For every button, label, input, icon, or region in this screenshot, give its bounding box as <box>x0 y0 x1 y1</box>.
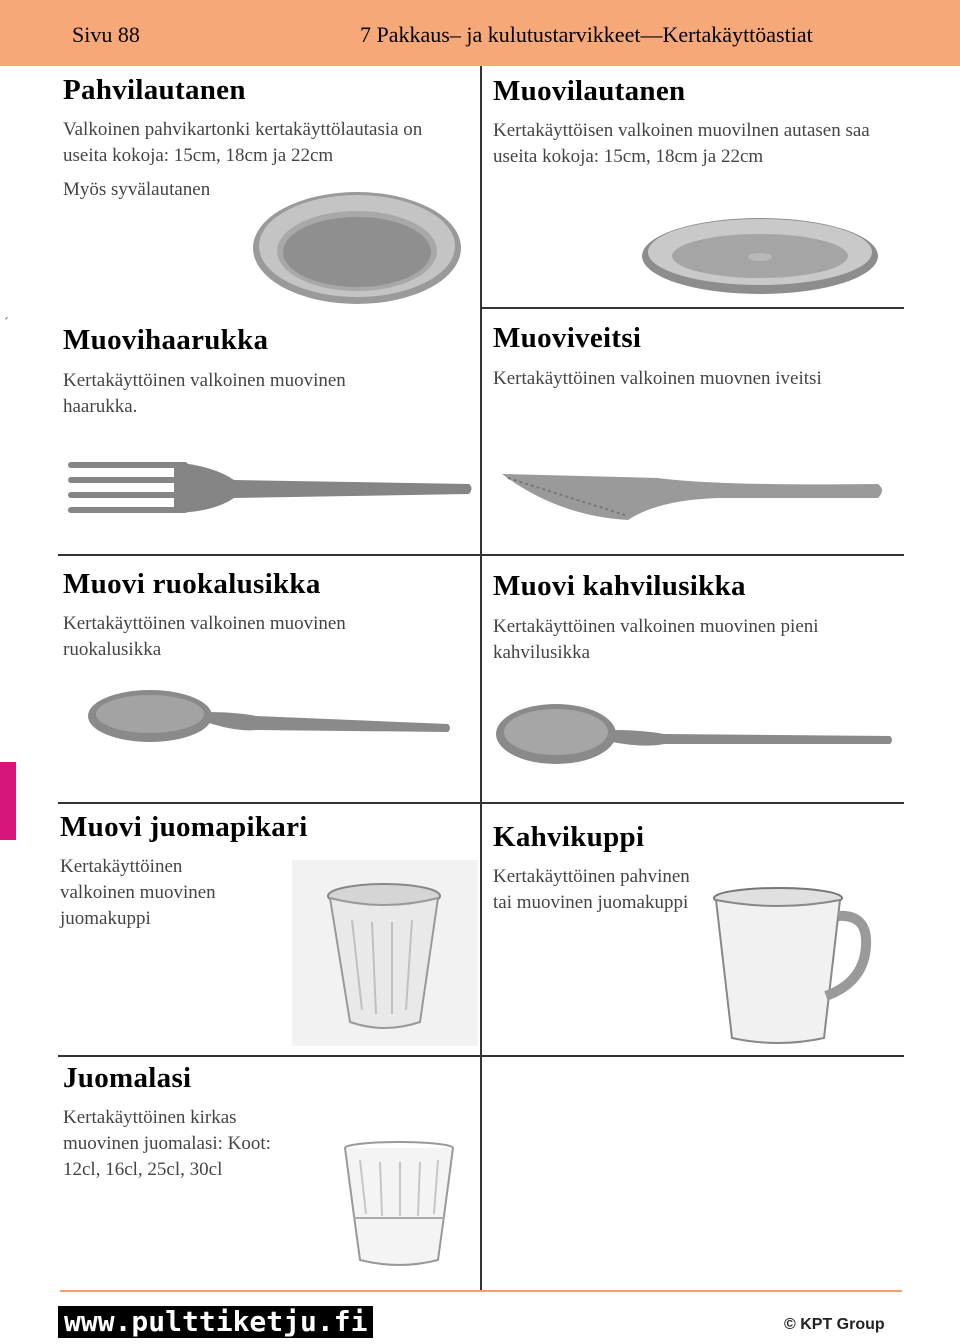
product-note-pahvilautanen: Myös syvälautanen <box>63 179 211 200</box>
teaspoon-image <box>494 700 894 766</box>
row-divider <box>58 554 904 556</box>
product-title-kahvikuppi: Kahvikuppi <box>493 821 645 853</box>
page-header <box>0 0 960 66</box>
product-desc-kahvilusikka: Kertakäyttöinen valkoinen muovinen pieni kahvilusikka <box>493 616 819 663</box>
product-desc-pahvilautanen: Valkoinen pahvikartonki kertakäyttölautasia on useita kokoja: 15cm, 18cm ja 22cm <box>63 119 423 166</box>
row-divider <box>480 307 904 309</box>
paper-plate-image <box>250 188 464 306</box>
chapter-title: 7 Pakkaus– ja kulutustarvikkeet—Kertakäyttöastiat <box>360 22 813 47</box>
product-desc-juomapikari: Kertakäyttöinen valkoinen muovinen juomakuppi <box>60 856 216 929</box>
product-desc-muoviveitsi: Kertakäyttöinen valkoinen muovnen iveitsi <box>493 368 822 389</box>
product-title-muovihaarukka: Muovihaarukka <box>63 324 269 356</box>
page-number: Sivu 88 <box>72 22 140 47</box>
footer-rule <box>60 1290 902 1292</box>
product-desc-juomalasi: Kertakäyttöinen kirkas muovinen juomalasi: Koot: 12cl, 16cl, 25cl, 30cl <box>63 1107 271 1180</box>
coffee-cup-image <box>712 886 872 1048</box>
product-desc-kahvikuppi: Kertakäyttöinen pahvinen tai muovinen juomakuppi <box>493 866 690 913</box>
plastic-cup-image <box>292 860 478 1046</box>
fork-image <box>64 458 476 518</box>
column-divider <box>480 66 482 1290</box>
row-divider <box>58 1055 904 1057</box>
drinking-glass-image <box>340 1140 458 1270</box>
product-title-juomalasi: Juomalasi <box>63 1062 192 1094</box>
product-desc-ruokalusikka: Kertakäyttöinen valkoinen muovinen ruokalusikka <box>63 613 346 660</box>
product-desc-muovihaarukka: Kertakäyttöinen valkoinen muovinen haarukka. <box>63 370 346 417</box>
section-tab <box>0 762 16 840</box>
margin-mark: ´ <box>4 316 9 331</box>
website-link[interactable]: www.pulttiketju.fi <box>58 1306 373 1338</box>
product-title-pahvilautanen: Pahvilautanen <box>63 74 246 106</box>
knife-image <box>498 468 890 528</box>
product-title-juomapikari: Muovi juomapikari <box>60 811 308 843</box>
product-desc-muovilautanen: Kertakäyttöisen valkoinen muovilnen autasen saa useita kokoja: 15cm, 18cm ja 22cm <box>493 120 870 167</box>
product-title-muovilautanen: Muovilautanen <box>493 75 686 107</box>
plastic-plate-image <box>640 212 880 296</box>
product-title-ruokalusikka: Muovi ruokalusikka <box>63 568 321 600</box>
product-title-kahvilusikka: Muovi kahvilusikka <box>493 570 746 602</box>
product-title-muoviveitsi: Muoviveitsi <box>493 322 642 354</box>
row-divider <box>58 802 904 804</box>
copyright-text: © KPT Group <box>784 1316 885 1333</box>
tablespoon-image <box>86 686 452 750</box>
